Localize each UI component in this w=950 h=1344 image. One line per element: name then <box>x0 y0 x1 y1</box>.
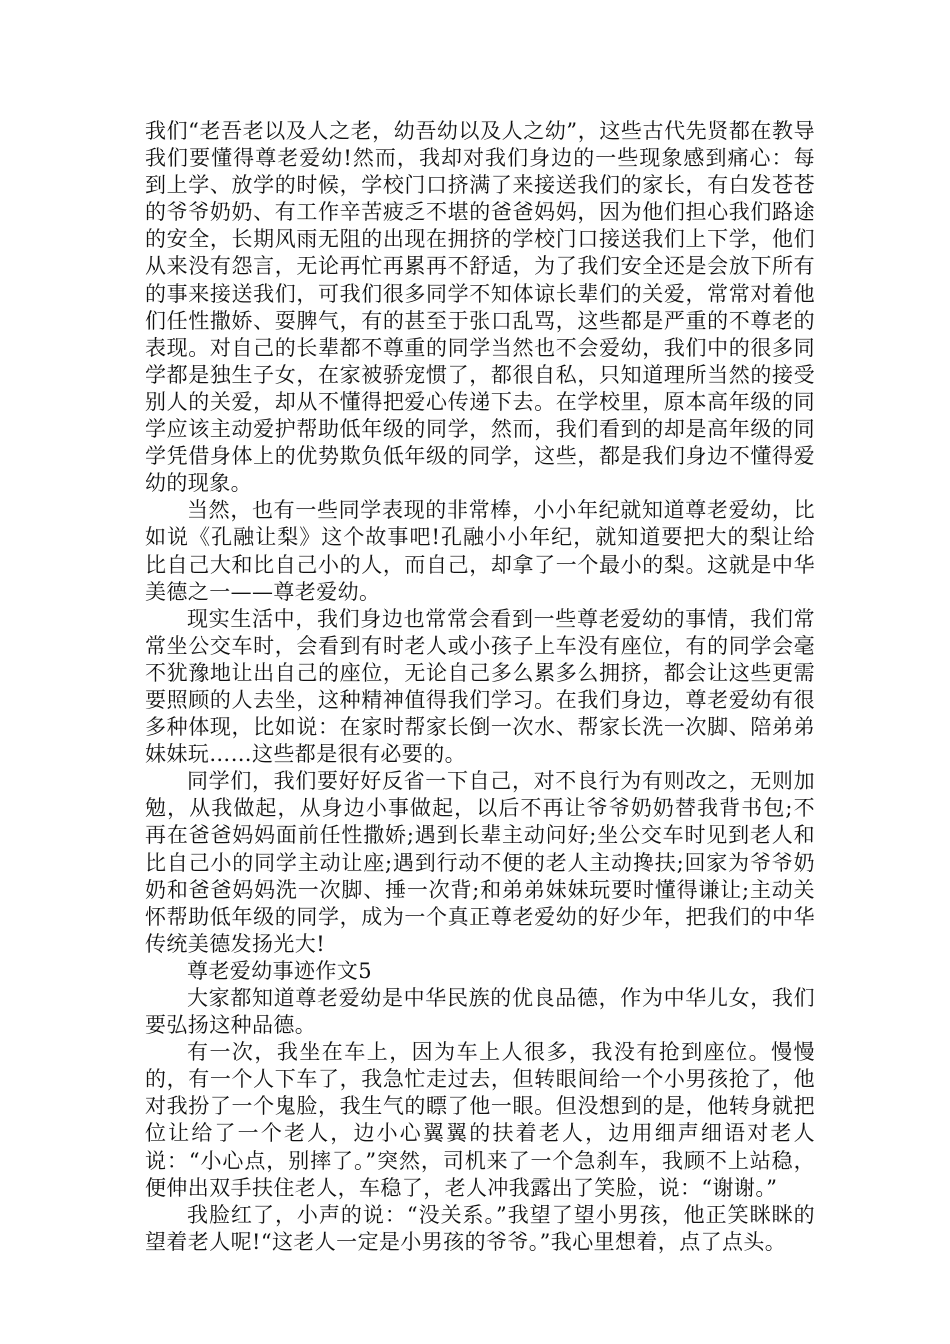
paragraph-self-reflection: 同学们，我们要好好反省一下自己，对不良行为有则改之，无则加勉，从我做起，从身边小事做起，以后不再让爷爷奶奶替我背书包;不再在爸爸妈妈面前任性撒娇;遇到长辈主动问好;坐公交车时见到老人和比自己小的同学主动让座;遇到行动不便的老人主动搀扶;回家为爷爷奶奶和爸爸妈妈洗一次脚、捶一次背;和弟弟妹妹玩要时懂得谦让;主动关怀帮助低年级的同学，成为一个真正尊老爱幼的好少年，把我们的中华传统美德发扬光大! <box>145 769 815 956</box>
paragraph-bus-seat-examples: 现实生活中，我们身边也常常会看到一些尊老爱幼的事情，我们常常坐公交车时，会看到有时老人或小孩子上车没有座位，有的同学会毫不犹豫地让出自己的座位，无论自己多么累多么拥挤，都会让这些更需要照顾的人去坐，这种精神值得我们学习。在我们身边，尊老爱幼有很多种体现，比如说：在家时帮家长倒一次水、帮家长洗一次脚、陪弟弟妹妹玩……这些都是很有必要的。 <box>145 606 815 767</box>
document-body <box>145 118 815 1256</box>
paragraph-kong-rong-story: 当然，也有一些同学表现的非常棒，小小年纪就知道尊老爱幼，比如说《孔融让梨》这个故事吧!孔融小小年纪，就知道要把大的梨让给比自己大和比自己小的人，而自己，却拿了一个最小的梨。这就是中华美德之一——尊老爱幼。 <box>145 498 815 604</box>
essay-heading: 尊老爱幼事迹作文5 <box>187 958 372 983</box>
paragraph-elders-respect-intro: 我们“老吾老以及人之老，幼吾幼以及人之幼”，这些古代先贤都在教导我们要懂得尊老爱幼!然而，我却对我们身边的一些现象感到痛心：每到上学、放学的时候，学校门口挤满了来接送我们的家长，有白发苍苍的爷爷奶奶、有工作辛苦疲乏不堪的爸爸妈妈，因为他们担心我们路途的安全，长期风雨无阻的出现在拥挤的学校门口接送我们上下学，他们从来没有怨言，无论再忙再累再不舒适，为了我们安全还是会放下所有的事来接送我们，可我们很多同学不知体谅长辈们的关爱，常常对着他们任性撒娇、耍脾气，有的甚至于张口乱骂，这些都是严重的不尊老的表现。对自己的长辈都不尊重的同学当然也不会爱幼，我们中的很多同学都是独生子女，在家被骄宠惯了，都很自私，只知道理所当然的接受别人的关爱，却从不懂得把爱心传递下去。在学校里，原本高年级的同学应该主动爱护帮助低年级的同学，然而，我们看到的却是高年级的同学凭借身体上的优势欺负低年级的同学，这些，都是我们身边不懂得爱幼的现象。 <box>145 119 815 496</box>
paragraph-bus-story: 有一次，我坐在车上，因为车上人很多，我没有抢到座位。慢慢的，有一个人下车了，我急忙走过去，但转眼间给一个小男孩抢了，他对我扮了一个鬼脸，我生气的瞟了他一眼。但没想到的是，他转身就把位让给了一个老人，边小心翼翼的扶着老人，边用细声细语对老人说：“小心点，别摔了。”突然，司机来了一个急刹车，我顾不上站稳，便伸出双手扶住老人，车稳了，老人冲我露出了笑脸，说：“谢谢。” <box>145 1040 815 1200</box>
paragraph-conclusion: 我脸红了，小声的说：“没关系。”我望了望小男孩，他正笑眯眯的望着老人呢!“这老人一定是小男孩的爷爷。”我心里想着，点了点头。 <box>145 1202 815 1254</box>
paragraph-virtue-intro: 大家都知道尊老爱幼是中华民族的优良品德，作为中华儿女，我们要弘扬这种品德。 <box>145 986 815 1038</box>
